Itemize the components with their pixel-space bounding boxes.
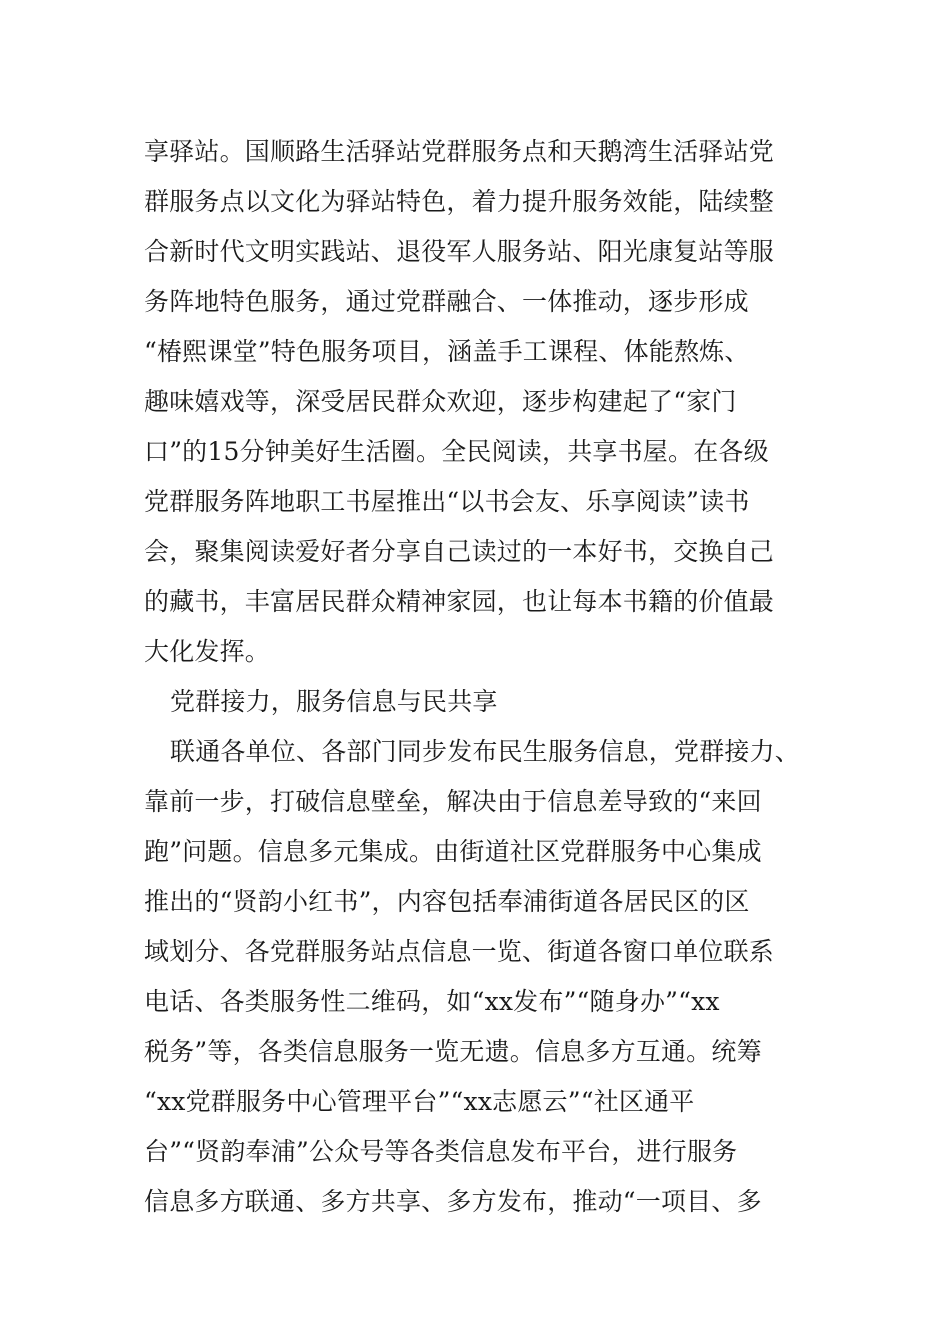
text-line: 靠前一步，打破信息壁垒，解决由于信息差导致的“来回 [144,787,762,816]
text-line: 跑”问题。信息多元集成。由街道社区党群服务中心集成 [144,837,762,866]
text-line: 合新时代文明实践站、退役军人服务站、阳光康复站等服 [144,237,775,266]
text-line: 的藏书，丰富居民群众精神家园，也让每本书籍的价值最 [144,587,775,616]
text-line: 享驿站。国顺路生活驿站党群服务点和天鹅湾生活驿站党 [144,137,775,166]
text-line: 口”的15分钟美好生活圈。全民阅读，共享书屋。在各级 [144,437,769,466]
text-line: “xx党群服务中心管理平台”“xx志愿云”“社区通平 [144,1087,695,1116]
text-line: 会，聚集阅读爱好者分享自己读过的一本好书，交换自己 [144,537,775,566]
text-line: 党群服务阵地职工书屋推出“以书会友、乐享阅读”读书 [144,487,750,516]
text-line: 税务”等，各类信息服务一览无遗。信息多方互通。统筹 [144,1037,762,1066]
text-line: “椿熙课堂”特色服务项目，涵盖手工课程、体能熬炼、 [144,337,750,366]
text-line: 台”“贤韵奉浦”公众号等各类信息发布平台，进行服务 [144,1137,738,1166]
section-heading: 党群接力，服务信息与民共享 [170,687,498,716]
text-line: 大化发挥。 [144,637,271,666]
text-line: 域划分、各党群服务站点信息一览、街道各窗口单位联系 [144,937,775,966]
text-line: 群服务点以文化为驿站特色，着力提升服务效能，陆续整 [144,187,775,216]
text-line: 趣味嬉戏等，深受居民群众欢迎，逐步构建起了“家门 [144,387,737,416]
text-line: 推出的“贤韵小红书”，内容包括奉浦街道各居民区的区 [144,887,750,916]
text-line: 电话、各类服务性二维码，如“xx发布”“随身办”“xx [144,987,720,1016]
text-line: 信息多方联通、多方共享、多方发布，推动“一项目、多 [144,1187,762,1216]
text-line: 联通各单位、各部门同步发布民生服务信息，党群接力、 [170,737,801,766]
text-line: 务阵地特色服务，通过党群融合、一体推动，逐步形成 [144,287,749,316]
